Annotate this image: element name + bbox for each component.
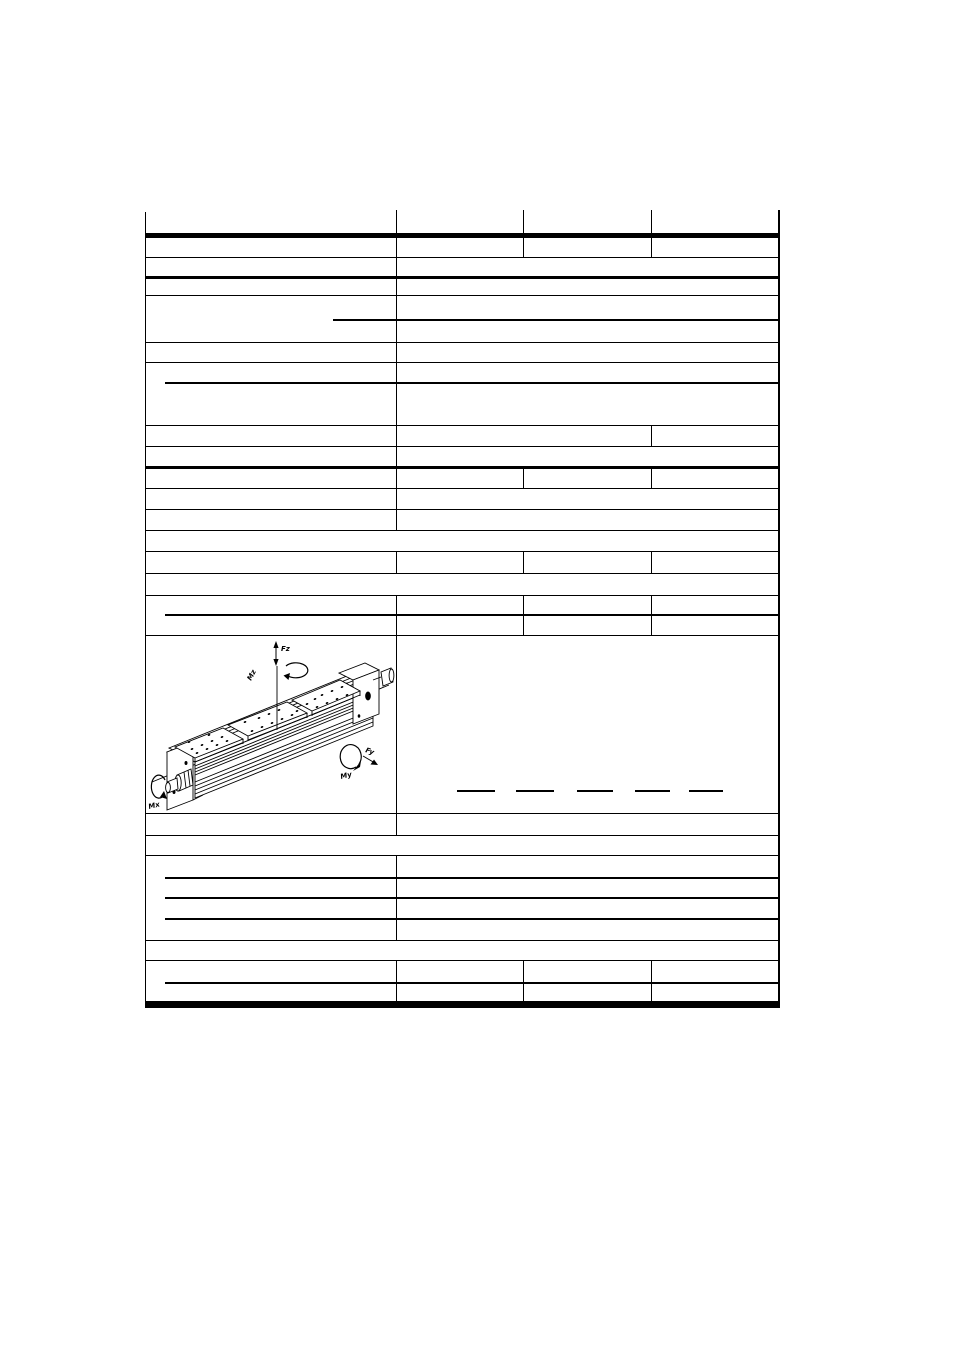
row-line <box>145 446 779 447</box>
column-separator-2 <box>523 551 524 573</box>
right-cylinder-cap <box>389 669 394 682</box>
row-line-indented <box>165 918 779 920</box>
row-line <box>145 362 779 363</box>
column-separator-2 <box>523 595 524 635</box>
row-line <box>145 509 779 510</box>
column-separator-2 <box>523 238 524 257</box>
row-line <box>145 813 779 814</box>
row-line <box>145 835 779 836</box>
row-line <box>145 425 779 426</box>
column-separator-3 <box>651 551 652 573</box>
row-line <box>145 257 779 258</box>
mx-label: Mx <box>147 800 161 811</box>
column-separator-1 <box>396 210 397 233</box>
formula-fraction-bar <box>635 790 670 792</box>
my-label: My <box>339 770 353 781</box>
end-block-port <box>366 692 371 700</box>
row-line-indented <box>165 982 779 984</box>
column-separator-1 <box>396 960 397 1001</box>
column-separator-3 <box>651 595 652 635</box>
formula-fraction-bar <box>577 790 613 792</box>
column-separator-2 <box>523 466 524 488</box>
fy-label: Fy <box>364 746 376 757</box>
row-line <box>145 295 779 296</box>
end-block-hole <box>358 714 361 718</box>
table-left-border <box>145 212 146 1001</box>
row-line-indented <box>165 877 779 879</box>
section-bar <box>145 276 779 279</box>
row-line <box>145 960 779 961</box>
row-line <box>145 573 779 574</box>
bottom-bar <box>145 1001 779 1008</box>
arrowhead <box>273 641 278 648</box>
column-separator-1 <box>396 238 397 530</box>
column-separator-3 <box>651 425 652 446</box>
section-bar <box>145 466 779 469</box>
arrowhead <box>371 760 379 766</box>
row-line <box>145 342 779 343</box>
row-line <box>145 530 779 531</box>
row-line <box>145 551 779 552</box>
column-separator-3 <box>651 238 652 257</box>
column-separator-3 <box>651 960 652 1001</box>
arrowhead <box>284 673 291 680</box>
row-line-indented <box>333 319 779 321</box>
section-bar <box>145 233 779 238</box>
formula-fraction-bar <box>457 790 495 792</box>
formula-fraction-bar <box>689 790 723 792</box>
row-line <box>145 855 779 856</box>
mz-label: Mz <box>245 668 258 682</box>
row-line <box>145 488 779 489</box>
arrowhead <box>273 659 278 666</box>
column-separator-3 <box>651 210 652 233</box>
row-line <box>145 940 779 941</box>
row-line <box>145 595 779 596</box>
column-separator-3 <box>651 466 652 488</box>
column-separator-1 <box>396 595 397 835</box>
row-line-indented <box>165 382 779 384</box>
column-separator-2 <box>523 960 524 1001</box>
shock-rod-cap <box>166 783 171 793</box>
column-separator-1 <box>396 855 397 940</box>
mz-arrow <box>284 663 308 680</box>
actuator-isometric-drawing <box>147 636 395 812</box>
actuator-drawing-cell <box>147 636 395 812</box>
fz-label: Fz <box>281 645 290 653</box>
row-line-indented <box>165 897 779 899</box>
formula-fraction-bar <box>516 790 554 792</box>
fy-arrow <box>363 756 378 765</box>
plate-hole <box>185 761 188 765</box>
my-arrow <box>340 745 361 771</box>
row-line-indented <box>165 614 779 616</box>
column-separator-1 <box>396 551 397 573</box>
column-separator-2 <box>523 210 524 233</box>
table-right-border <box>778 210 780 1008</box>
